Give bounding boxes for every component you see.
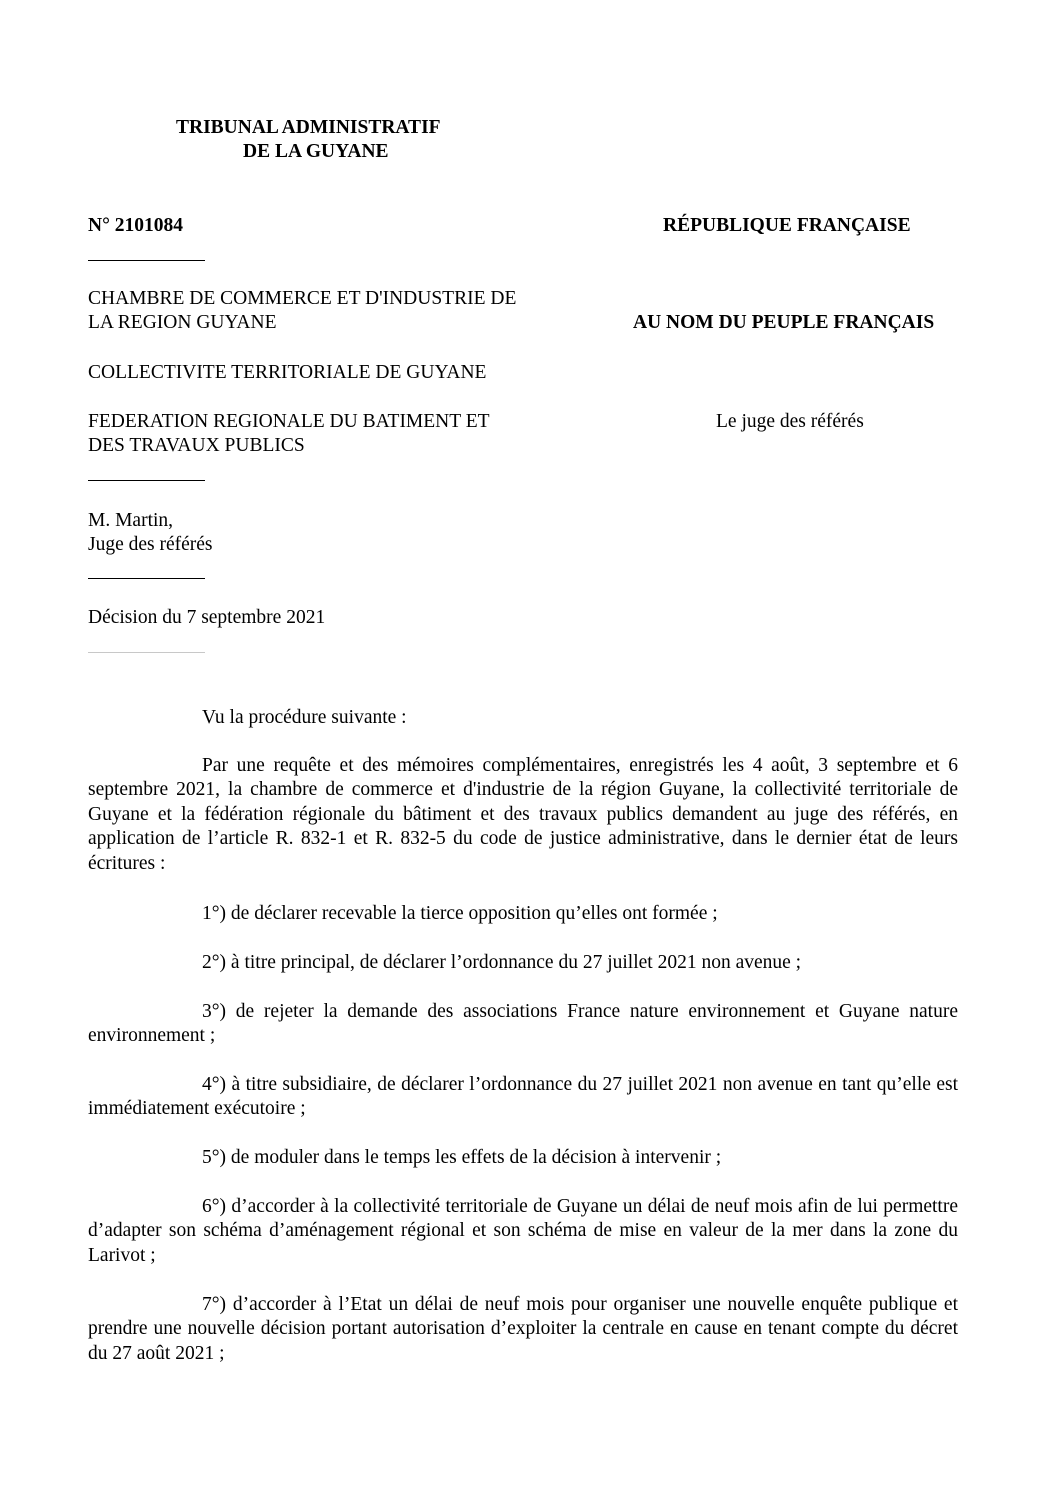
judge-title: Le juge des référés [716,411,864,432]
separator-rule [88,260,205,261]
request-paragraph: Par une requête et des mémoires complémentaires, enregistrés les 4 août, 3 septembre et 6 septembre 2021, la chambre de commerce et d'industrie de la région Guyane, la collectivité territoriale de Guyane et la fédération régionale du bâtiment et des travaux publics demandent au juge des référés, en application de l’article R. 832-1 et R. 832-5 du code de justice administrative, dans le dernier état de leurs écritures : [88,755,958,874]
party-federation-line2: DES TRAVAUX PUBLICS [88,435,305,456]
judge-name: M. Martin, [88,510,174,531]
in-name-of-heading: AU NOM DU PEUPLE FRANÇAIS [633,312,935,333]
separator-rule [88,578,205,579]
court-name-line1: TRIBUNAL ADMINISTRATIF [176,117,441,138]
claim-item-1: 1°) de déclarer recevable la tierce opposition qu’elles ont formée ; [202,903,718,924]
party-collectivite: COLLECTIVITE TERRITORIALE DE GUYANE [88,362,487,383]
party-cci-line2: LA REGION GUYANE [88,312,277,333]
claim-item-5: 5°) de moduler dans le temps les effets de la décision à intervenir ; [202,1147,722,1168]
case-number: N° 2101084 [88,215,184,236]
party-federation-line1: FEDERATION REGIONALE DU BATIMENT ET [88,411,490,432]
party-cci-line1: CHAMBRE DE COMMERCE ET D'INDUSTRIE DE [88,288,517,309]
judge-role: Juge des référés [88,534,213,555]
procedure-intro: Vu la procédure suivante : [202,707,407,728]
claim-item-6: 6°) d’accorder à la collectivité territoriale de Guyane un délai de neuf mois afin de lui permettre d’adapter son schéma d’aménagement régional et son schéma de mise en valeur de la mer dans la zone du Larivot ; [88,1196,958,1266]
separator-rule [88,652,205,653]
claim-item-7: 7°) d’accorder à l’Etat un délai de neuf mois pour organiser une nouvelle enquête publique et prendre une nouvelle décision portant autorisation d’exploiter la centrale en cause en tenant compte du décret du 27 août 2021 ; [88,1294,958,1364]
separator-rule [88,480,205,481]
decision-date: Décision du 7 septembre 2021 [88,607,326,628]
claim-item-4: 4°) à titre subsidiaire, de déclarer l’ordonnance du 27 juillet 2021 non avenue en tant qu’elle est immédiatement exécutoire ; [88,1074,958,1120]
claim-item-2: 2°) à titre principal, de déclarer l’ordonnance du 27 juillet 2021 non avenue ; [202,952,802,973]
claim-item-3: 3°) de rejeter la demande des associations France nature environnement et Guyane nature environnement ; [88,1001,958,1047]
republic-heading: RÉPUBLIQUE FRANÇAISE [663,215,911,236]
court-name-line2: DE LA GUYANE [243,141,389,162]
